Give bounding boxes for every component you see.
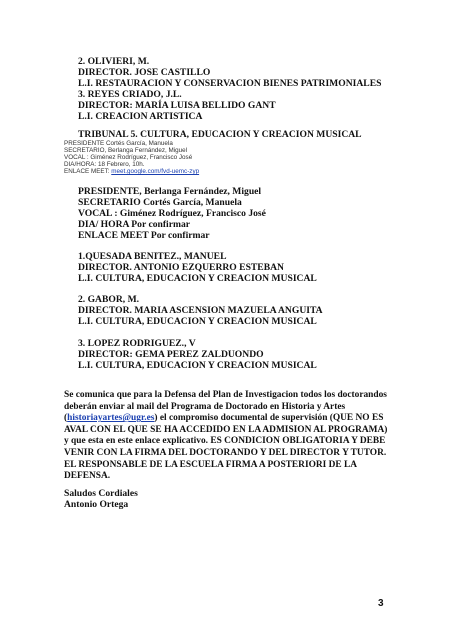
entry-director: DIRECTOR. ANTONIO EZQUERRO ESTEBAN bbox=[78, 262, 284, 273]
tribunal-title: TRIBUNAL 5. CULTURA, EDUCACION Y CREACION MUSICAL bbox=[78, 129, 362, 140]
signature-name: Antonio Ortega bbox=[64, 499, 129, 510]
entry-number-name: 3. REYES CRIADO, J.L. bbox=[78, 89, 182, 100]
program-email-link[interactable]: historiayartes@ugr.es bbox=[67, 413, 155, 424]
entry-director: DIRECTOR: GEMA PEREZ ZALDUONDO bbox=[78, 349, 264, 360]
notice-text: Se comunica que para la Defensa del Plan de Investigacion todos los doctorandos deberán enviar al mail del Programa de Doctorado en Historia y Artes ( bbox=[64, 390, 387, 424]
entry-number-name: 3. LOPEZ RODRIGUEZ., V bbox=[78, 338, 196, 349]
entry-number-name: 2. GABOR, M. bbox=[78, 294, 140, 305]
small-committee-line: PRESIDENTE Cortés García, Manuela bbox=[64, 140, 173, 147]
closing-greeting: Saludos Cordiales bbox=[64, 488, 138, 499]
page-number: 3 bbox=[378, 598, 384, 609]
meet-link-line bbox=[64, 168, 199, 175]
meet-link[interactable]: meet.google.com/fvd-uemc-zyp bbox=[111, 168, 200, 175]
entry-director: DIRECTOR. MARIA ASCENSION MAZUELA ANGUITA bbox=[78, 305, 323, 316]
committee-line: PRESIDENTE, Berlanga Fernández, Miguel bbox=[78, 186, 262, 197]
committee-line: DIA/ HORA Por confirmar bbox=[78, 219, 191, 230]
entry-research-line: L.I. CULTURA, EDUCACION Y CREACION MUSICAL bbox=[78, 316, 317, 327]
committee-line: ENLACE MEET Por confirmar bbox=[78, 230, 210, 241]
notice-text: ) el compromiso documental de supervisión (QUE NO ES AVAL CON EL QUE SE HA ACCEDIDO EN LA ADMISION AL PROGRAMA) y que esta en este enlace explicativo. ES CONDICION OBLIGATORIA Y DEBE VENIR CON LA FIRMA DEL DOCTORANDO Y DEL DIRECTOR Y TUTOR. EL RESPONSABLE DE LA ESCUELA FIRMA A POSTERIORI DE LA DEFENSA. bbox=[64, 413, 388, 482]
committee-line: SECRETARIO Cortés García, Manuela bbox=[78, 197, 242, 208]
small-committee-line: SECRETARIO, Berlanga Fernández, Miguel bbox=[64, 147, 188, 154]
entry-director: DIRECTOR: MARÍA LUISA BELLIDO GANT bbox=[78, 100, 276, 111]
entry-research-line: L.I. CREACION ARTISTICA bbox=[78, 111, 203, 122]
entry-research-line: L.I. CULTURA, EDUCACION Y CREACION MUSICAL bbox=[78, 273, 317, 284]
notice-paragraph bbox=[64, 390, 394, 483]
entry-number-name: 2. OLIVIERI, M. bbox=[78, 56, 150, 67]
entry-research-line: L.I. RESTAURACION Y CONSERVACION BIENES PATRIMONIALES bbox=[78, 78, 382, 89]
small-committee-line: DIA/HORA: 18 Febrero, 10h. bbox=[64, 161, 145, 168]
entry-research-line: L.I. CULTURA, EDUCACION Y CREACION MUSICAL bbox=[78, 360, 317, 371]
entry-number-name: 1.QUESADA BENITEZ., MANUEL bbox=[78, 251, 227, 262]
meet-link-label: ENLACE MEET: bbox=[64, 168, 112, 175]
small-committee-line: VOCAL : Giménez Rodríguez, Francisco José bbox=[64, 154, 193, 161]
entry-director: DIRECTOR. JOSE CASTILLO bbox=[78, 67, 211, 78]
committee-line: VOCAL : Giménez Rodríguez, Francisco José bbox=[78, 208, 266, 219]
